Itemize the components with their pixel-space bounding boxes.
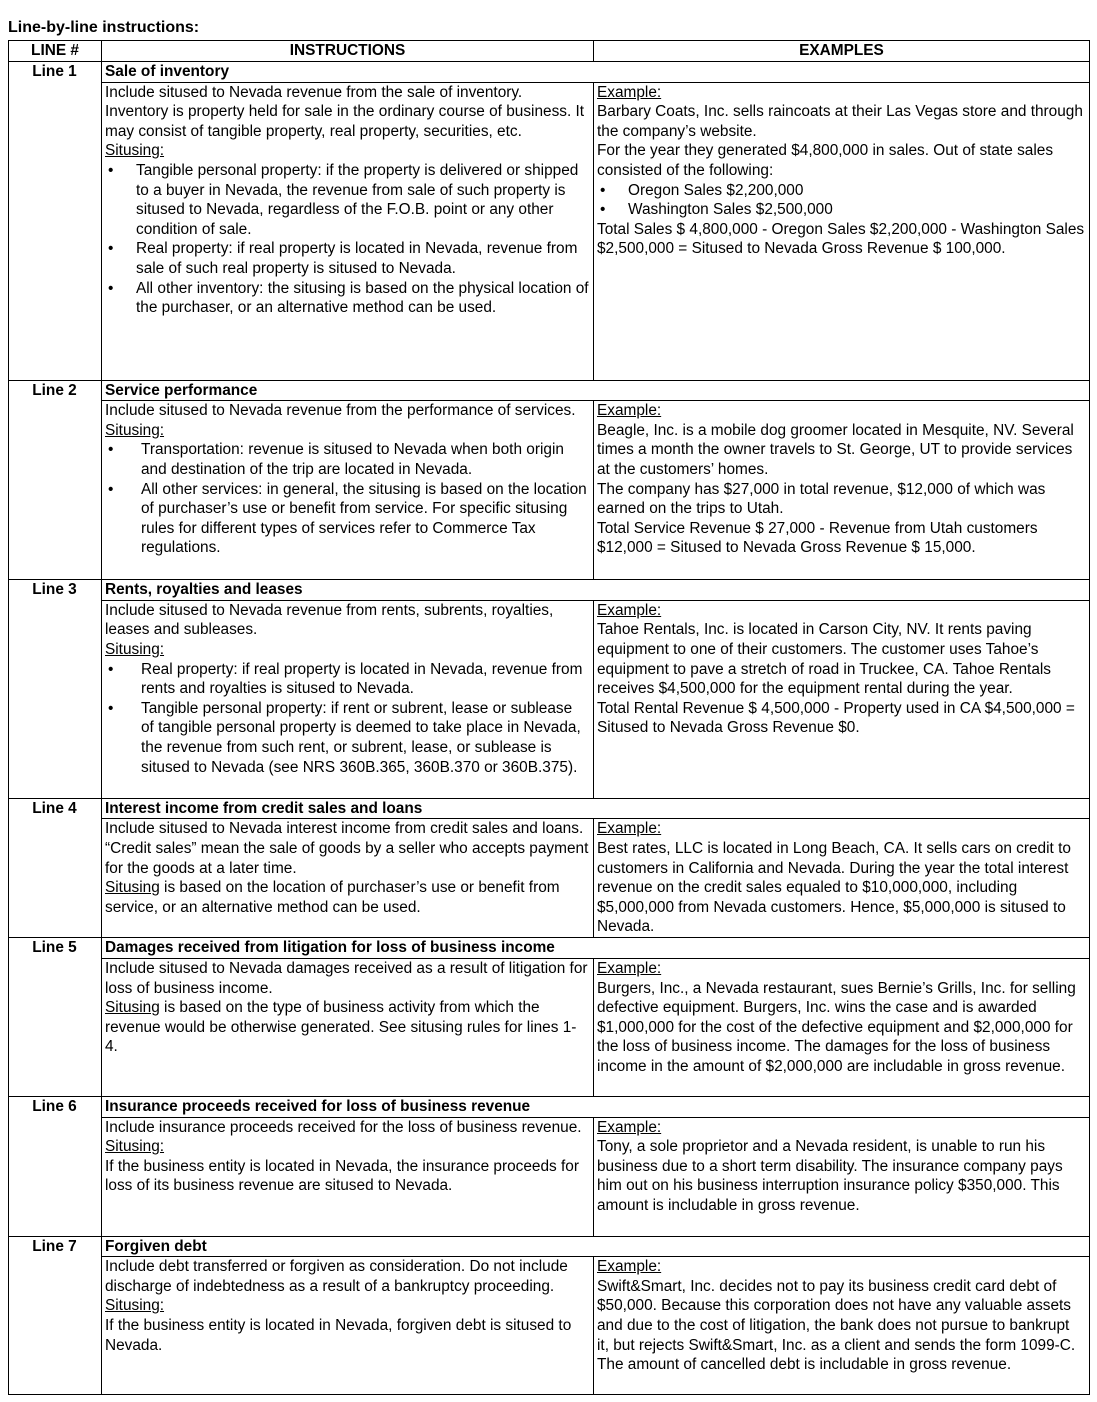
header-instructions: INSTRUCTIONS [102,41,594,62]
instructions-cell [102,82,594,380]
example-cell [594,819,1090,938]
example-label: Example: [597,959,662,977]
example-text: Burgers, Inc., a Nevada restaurant, sues Bernie’s Grills, Inc. for selling defective equipment. Burgers, Inc. wins the case and is awarded $1,000,000 for the cost of the defective equipment and $2,000,000 for the loss of business income. The damages for the loss of business income in the amount of $2,000,000 are includable in gross revenue. [597,979,1076,1075]
line-number: Line 3 [9,580,102,799]
example-text: Total Rental Revenue $ 4,500,000 - Property used in CA $4,500,000 = Sitused to Nevada Gross Revenue $0. [597,699,1075,737]
line-number: Line 1 [9,62,102,381]
situsing-word: Situsing [105,879,160,897]
header-examples: EXAMPLES [594,41,1090,62]
situsing-rule [105,878,589,917]
example-label: Example: [597,402,662,420]
line-2-title-row [9,380,1090,401]
example-cell [594,600,1090,798]
situsing-rule: If the business entity is located in Nevada, forgiven debt is sitused to Nevada. [105,1316,572,1354]
line-2-content-row [9,401,1090,580]
line-title: Forgiven debt [102,1236,1090,1257]
instructions-intro: Include sitused to Nevada interest income from credit sales and loans. “Credit sales” mean the sale of goods by a seller who accepts payment for the goods at a later time. [105,820,589,877]
line-title: Interest income from credit sales and loans [102,798,1090,819]
example-label: Example: [597,601,662,619]
instructions-cell [102,819,594,938]
instructions-intro: Include insurance proceeds received for the loss of business revenue. [105,1118,582,1136]
section-heading: Line-by-line instructions: [8,19,200,36]
situsing-rule [105,998,589,1057]
line-title: Service performance [102,380,1090,401]
line-1-content-row [9,82,1090,380]
example-cell [594,958,1090,1096]
situsing-rule-text: is based on the type of business activity from which the revenue would be otherwise generated. See situsing rules for lines 1-4. [105,999,577,1056]
instructions-cell [102,958,594,1096]
situsing-rule: If the business entity is located in Nevada, the insurance proceeds for loss of its business revenue are sitused to Nevada. [105,1157,579,1195]
line-number: Line 6 [9,1096,102,1236]
example-text: Beagle, Inc. is a mobile dog groomer located in Mesquite, NV. Several times a month the owner travels to St. George, UT to provide services at the customers’ homes. [597,421,1074,478]
situsing-label: Situsing: [105,1138,165,1156]
example-text: Best rates, LLC is located in Long Beach, CA. It sells cars on credit to customers in California and Nevada. During the year the total interest revenue on the credit sales equaled to $10,000,000, including $5,000,000 from Nevada customers. Hence, $5,000,000 is sitused to Nevada. [597,839,1071,936]
line-4-content-row [9,819,1090,938]
situsing-word: Situsing [105,999,160,1017]
example-cell [594,401,1090,580]
instructions-intro: Include sitused to Nevada revenue from the performance of services. [105,402,576,420]
example-text: Barbary Coats, Inc. sells raincoats at their Las Vegas store and through the company’s website. [597,103,1083,140]
line-6-content-row [9,1117,1090,1236]
list-item: • All other services: in general, the situsing is based on the location of purchaser’s use or benefit from service. For specific situsing rules for different types of services refer to Commerce Tax regulations. [105,480,589,558]
instructions-intro: Include sitused to Nevada revenue from the sale of inventory. Inventory is property held for sale in the ordinary course of business. It may consist of tangible property, real property, securities, etc. [105,83,585,140]
list-item: • Transportation: revenue is sitused to Nevada when both origin and destination of the trip are located in Nevada. [105,440,589,479]
list-item: • Tangible personal property: if the property is delivered or shipped to a buyer in Nevada, the revenue from sale of such property is sitused to Nevada, regardless of the F.O.B. point or any other condition of sale. [105,161,589,239]
example-cell [594,82,1090,380]
line-title: Insurance proceeds received for loss of business revenue [102,1096,1090,1117]
situsing-label: Situsing: [105,1297,165,1315]
line-5-content-row [9,958,1090,1096]
line-7-content-row [9,1257,1090,1395]
list-item: • All other inventory: the situsing is based on the physical location of the purchaser, or an alternative method can be used. [105,279,589,318]
list-item: • Oregon Sales $2,200,000 [597,181,1085,201]
example-text: Total Service Revenue $ 27,000 - Revenue from Utah customers $12,000 = Sitused to Nevada Gross Revenue $ 15,000. [597,519,1038,557]
line-number: Line 2 [9,380,102,580]
line-title: Sale of inventory [102,62,1090,83]
example-list [597,181,1085,220]
line-number: Line 4 [9,798,102,938]
situsing-list [105,440,589,558]
example-text: Total Sales $ 4,800,000 - Oregon Sales $2,200,000 - Washington Sales $2,500,000 = Sitused to Nevada Gross Revenue $ 100,000. [597,220,1085,258]
example-label: Example: [597,83,662,101]
list-item: • Washington Sales $2,500,000 [597,200,1085,220]
line-3-title-row [9,580,1090,601]
instructions-cell [102,401,594,580]
line-number: Line 5 [9,938,102,1097]
instructions-table [8,40,1090,1395]
line-number: Line 7 [9,1236,102,1395]
line-title: Rents, royalties and leases [102,580,1090,601]
situsing-list [105,161,589,318]
situsing-list [105,660,589,778]
situsing-label: Situsing: [105,142,165,160]
example-label: Example: [597,1258,662,1276]
situsing-label: Situsing: [105,640,165,658]
list-item: • Tangible personal property: if rent or subrent, lease or sublease of tangible personal property is deemed to take place in Nevada, the revenue from such rent, or subrent, lease, or sublease is sitused to Nevada (see NRS 360B.365, 360B.370 or 360B.375). [105,699,589,777]
table-header-row [9,41,1090,62]
situsing-rule-text: is based on the location of purchaser’s use or benefit from service, or an alternative method can be used. [105,879,560,916]
header-line-number: LINE # [9,41,102,62]
instructions-intro: Include sitused to Nevada revenue from rents, subrents, royalties, leases and subleases. [105,601,554,639]
list-item: • Real property: if real property is located in Nevada, revenue from sale of such real property is sitused to Nevada. [105,239,589,278]
example-text: Tony, a sole proprietor and a Nevada resident, is unable to run his business due to a short term disability. The insurance company pays him out on his business interruption insurance policy $350,000. This amount is includable in gross revenue. [597,1138,1063,1214]
instructions-intro: Include sitused to Nevada damages received as a result of litigation for loss of business income. [105,959,588,997]
line-7-title-row [9,1236,1090,1257]
example-cell [594,1257,1090,1395]
example-label: Example: [597,1118,662,1136]
instructions-intro: Include debt transferred or forgiven as consideration. Do not include discharge of indebtedness as a result of a bankruptcy proceeding. [105,1258,568,1295]
list-item: • Real property: if real property is located in Nevada, revenue from rents and royalties is sitused to Nevada. [105,660,589,699]
example-text: Swift&Smart, Inc. decides not to pay its business credit card debt of $50,000. Because this corporation does not have any valuable assets and due to the cost of litigation, the bank does not pursue to bankrupt it, but rejects Swift&Smart, Inc. as a client and sends the form 1099-C. The amount of cancelled debt is includable in gross revenue. [597,1277,1076,1374]
instructions-cell [102,1117,594,1236]
line-6-title-row [9,1096,1090,1117]
instructions-cell [102,1257,594,1395]
example-text: For the year they generated $4,800,000 in sales. Out of state sales consisted of the following: [597,142,1054,179]
line-5-title-row [9,938,1090,959]
example-text: The company has $27,000 in total revenue, $12,000 of which was earned on the trips to Utah. [597,480,1046,518]
line-1-title-row [9,62,1090,83]
example-cell [594,1117,1090,1236]
example-text: Tahoe Rentals, Inc. is located in Carson City, NV. It rents paving equipment to one of their customers. The customer uses Tahoe’s equipment to pave a stretch of road in Truckee, CA. Tahoe Rentals receives $4,500,000 for the equipment rental during the year. [597,621,1051,698]
line-3-content-row [9,600,1090,798]
line-title: Damages received from litigation for loss of business income [102,938,1090,959]
example-label: Example: [597,820,662,838]
situsing-label: Situsing: [105,421,165,439]
instructions-cell [102,600,594,798]
line-4-title-row [9,798,1090,819]
